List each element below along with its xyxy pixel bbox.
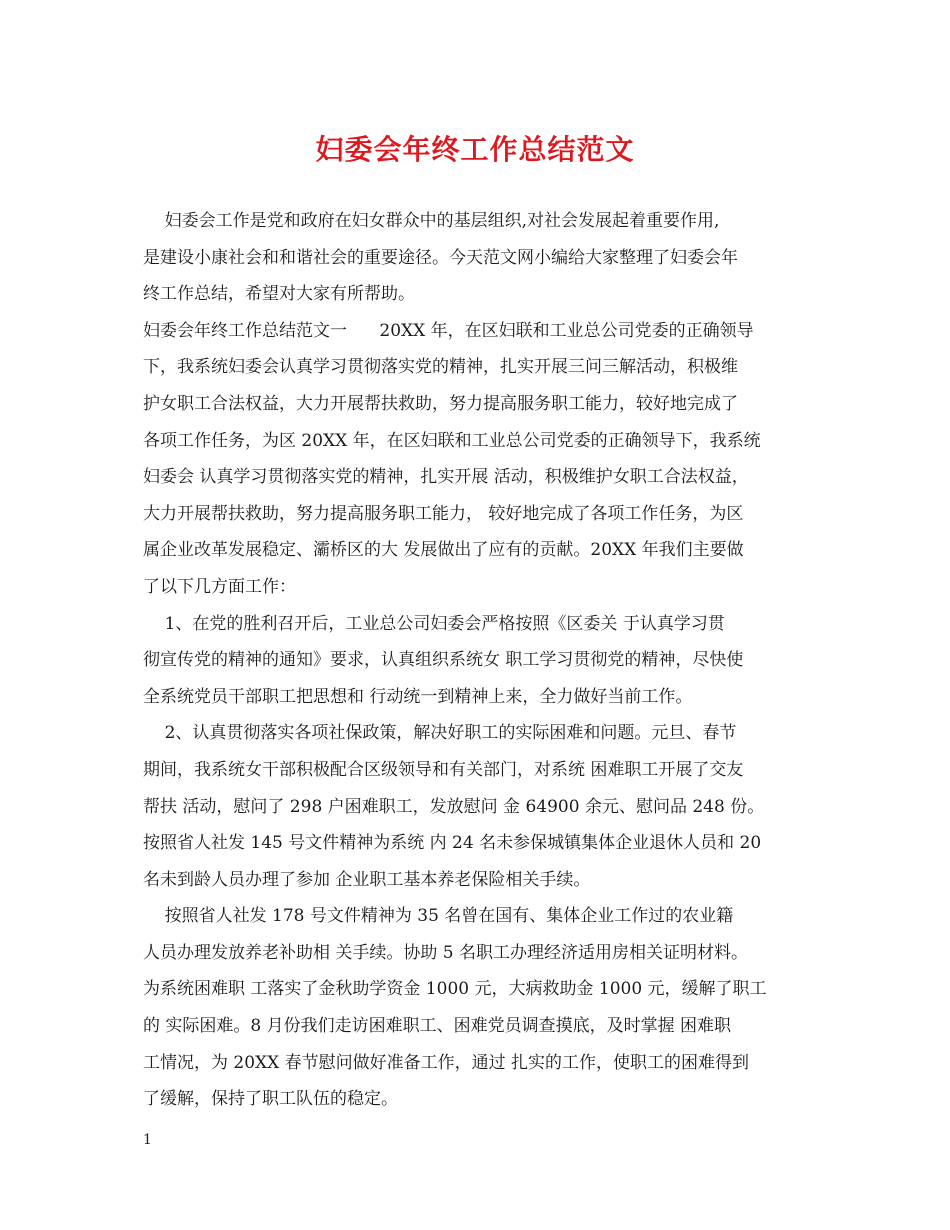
body-line: 彻宣传党的精神的通知》要求，认真组织系统女 职工学习贯彻党的精神，尽快使 xyxy=(143,650,744,671)
body-line: 妇委会 认真学习贯彻落实党的精神，扎实开展 活动，积极维护女职工合法权益， xyxy=(143,467,749,488)
body-line: 了以下几方面工作： xyxy=(143,576,296,597)
body-line: 终工作总结，希望对大家有所帮助。 xyxy=(143,284,415,305)
body-line: 名未到龄人员办理了参加 企业职工基本养老保险相关手续。 xyxy=(143,869,591,890)
body-line: 的 实际困难。8 月份我们走访困难职工、困难党员调查摸底，及时掌握 困难职 xyxy=(143,1016,732,1037)
document-body xyxy=(143,203,813,1118)
body-line: 期间，我系统女干部积极配合区级领导和有关部门，对系统 困难职工开展了交友 xyxy=(143,759,744,780)
page-number: 1 xyxy=(143,1132,152,1148)
body-line: 按照省人社发 178 号文件精神为 35 名曾在国有、集体企业工作过的农业籍 xyxy=(143,906,734,927)
body-line: 1、在党的胜利召开后，工业总公司妇委会严格按照《区委关 于认真学习贯 xyxy=(143,613,725,634)
body-line: 是建设小康社会和和谐社会的重要途径。今天范文网小编给大家整理了妇委会年 xyxy=(143,247,738,268)
body-line: 各项工作任务，为区 20XX 年，在区妇联和工业总公司党委的正确领导下，我系统 xyxy=(143,430,761,451)
body-line: 2、认真贯彻落实各项社保政策，解决好职工的实际困难和问题。元旦、春节 xyxy=(143,723,737,744)
document-title: 妇委会年终工作总结范文 xyxy=(315,133,635,166)
body-line: 工情况，为 20XX 春节慰问做好准备工作，通过 扎实的工作，使职工的困难得到 xyxy=(143,1052,750,1073)
body-line: 人员办理发放养老补助相 关手续。协助 5 名职工办理经济适用房相关证明材料。 xyxy=(143,942,749,963)
body-line: 帮扶 活动，慰问了 298 户困难职工，发放慰问 金 64900 余元、慰问品 248 份。 xyxy=(143,796,765,817)
body-line: 了缓解，保持了职工队伍的稳定。 xyxy=(143,1089,398,1110)
body-line: 属企业改革发展稳定、灞桥区的大 发展做出了应有的贡献。20XX 年我们主要做 xyxy=(143,540,744,561)
body-line: 妇委会年终工作总结范文一 20XX 年，在区妇联和工业总公司党委的正确领导 xyxy=(143,320,754,341)
body-line: 下，我系统妇委会认真学习贯彻落实党的精神，扎实开展三问三解活动，积极维 xyxy=(143,357,738,378)
body-line: 按照省人社发 145 号文件精神为系统 内 24 名未参保城镇集体企业退休人员和 20 xyxy=(143,833,762,854)
body-line: 为系统困难职 工落实了金秋助学资金 1000 元，大病救助金 1000 元，缓解了职工 xyxy=(143,979,767,1000)
body-line: 全系统党员干部职工把思想和 行动统一到精神上来，全力做好当前工作。 xyxy=(143,686,693,707)
body-line: 大力开展帮扶救助，努力提高服务职工能力， 较好地完成了各项工作任务，为区 xyxy=(143,503,744,524)
body-line: 妇委会工作是党和政府在妇女群众中的基层组织,对社会发展起着重要作用, xyxy=(143,211,720,231)
body-line: 护女职工合法权益，大力开展帮扶救助，努力提高服务职工能力，较好地完成了 xyxy=(143,393,738,414)
